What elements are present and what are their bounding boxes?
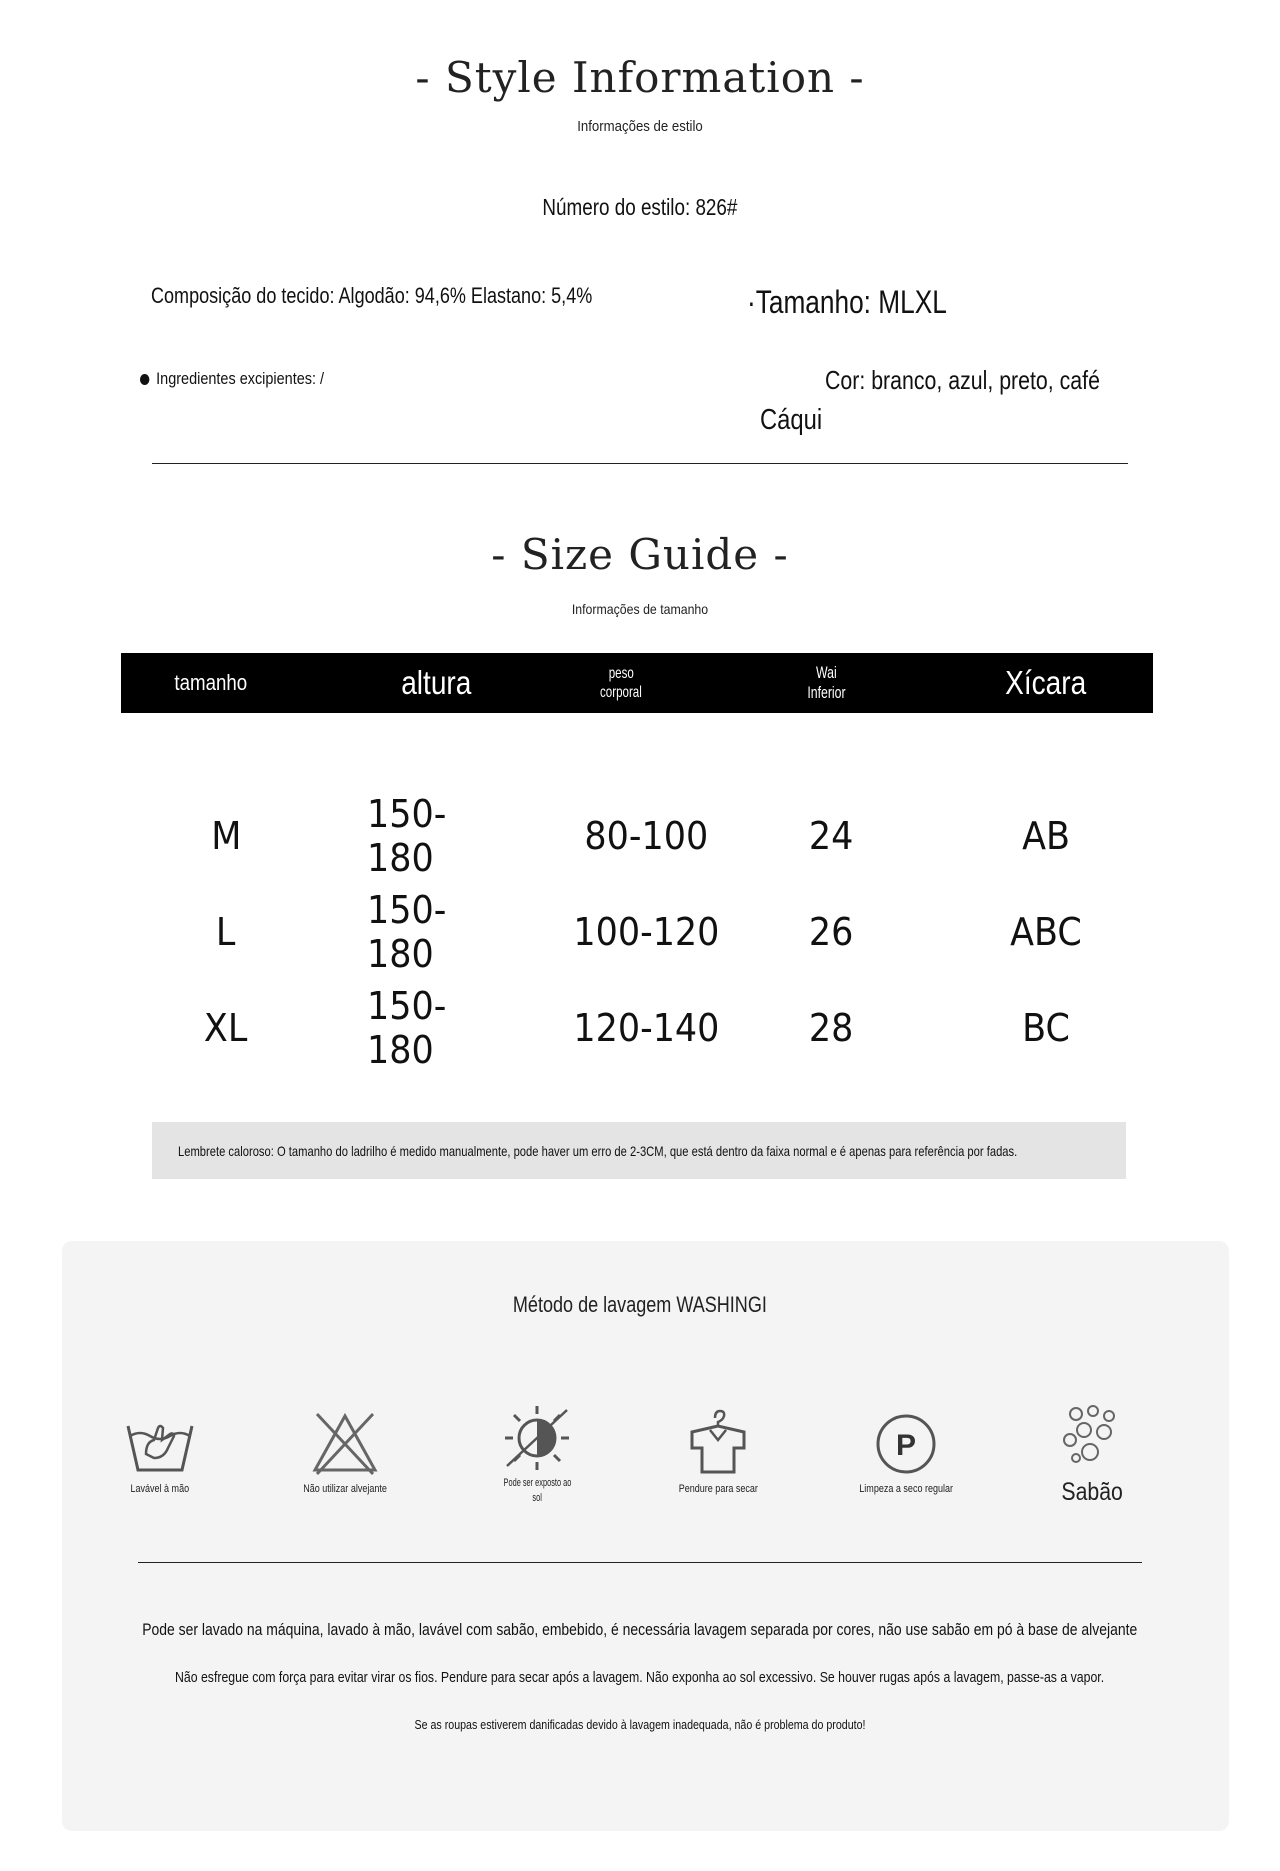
- colors-line-2: Cáqui: [760, 404, 823, 436]
- header-waist: [761, 653, 891, 713]
- care-hand-wash: [75, 1408, 245, 1497]
- fabric-composition: Composição do tecido: Algodão: 94,6% Elastano: 5,4%: [151, 283, 593, 308]
- available-sizes: ·Tamanho: MLXL: [747, 284, 947, 320]
- divider: [152, 463, 1128, 464]
- colors-line-1: Cor: branco, azul, preto, café: [825, 365, 1100, 395]
- header-waist-line2: Inferior: [806, 683, 846, 702]
- cell-waist: 26: [808, 910, 854, 954]
- header-weight: [551, 653, 691, 713]
- washing-title: Método de lavagem WASHINGI: [512, 1292, 767, 1317]
- header-cup: Xícara: [1005, 664, 1087, 702]
- care-sun-dry-label: Pode ser exposto ao sol: [503, 1477, 571, 1505]
- care-hang-dry-label: Pendure para secar: [678, 1483, 758, 1495]
- washing-divider: [138, 1562, 1142, 1563]
- washing-instructions-1: Pode ser lavado na máquina, lavado à mão, lavável com sabão, embebido, é necessária lavagem separada por cores, não use sabão em pó à base de alvejante: [142, 1620, 1138, 1639]
- hang-dry-icon: [678, 1408, 758, 1478]
- care-hand-wash-label: Lavável à mão: [130, 1483, 190, 1495]
- care-hang-dry: [633, 1408, 803, 1497]
- cell-size: L: [216, 910, 236, 954]
- svg-text:P: P: [895, 1429, 917, 1462]
- care-soap-label: Sabão: [1061, 1478, 1123, 1506]
- care-soap: [1007, 1402, 1177, 1507]
- size-guide-subtitle: Informações de tamanho: [571, 601, 709, 617]
- care-dry-clean-label: Limpeza a seco regular: [859, 1483, 953, 1495]
- cell-height: 150-180: [367, 888, 447, 976]
- size-reminder: [152, 1122, 1126, 1179]
- washing-disclaimer: Se as roupas estiverem danificadas devido à lavagem inadequada, não é problema do produto!: [414, 1717, 866, 1732]
- size-table-header: [121, 653, 1153, 713]
- cell-height: 150-180: [367, 984, 447, 1072]
- care-no-bleach: [260, 1408, 430, 1497]
- bullet-icon: [140, 374, 149, 385]
- style-number: [0, 194, 1280, 221]
- cell-height: 150-180: [367, 792, 447, 880]
- excipients: [140, 369, 324, 389]
- style-number-text: Número do estilo: 826#: [542, 194, 738, 220]
- style-info-subtitle: Informações de estilo: [577, 118, 703, 135]
- no-bleach-icon: [305, 1408, 385, 1478]
- sun-dry-icon: [497, 1402, 577, 1472]
- cell-weight: 80-100: [584, 814, 708, 858]
- header-weight-line2: corporal: [600, 684, 642, 701]
- table-row: [121, 888, 1153, 976]
- style-info-title: - Style Information -: [415, 53, 865, 102]
- header-height: altura: [400, 664, 472, 702]
- washing-instructions-2: Não esfregue com força para evitar virar os fios. Pendure para secar após a lavagem. Não exponha ao sol excessivo. Se houver rugas após a lavagem, passe-as a vapor.: [175, 1669, 1105, 1686]
- table-row: [121, 984, 1153, 1072]
- cell-size: M: [210, 814, 242, 858]
- cell-weight: 120-140: [572, 1006, 720, 1050]
- cell-size: XL: [204, 1006, 248, 1050]
- header-weight-line1: peso: [608, 664, 634, 682]
- cell-waist: 28: [808, 1006, 854, 1050]
- table-row: [121, 792, 1153, 880]
- hand-wash-icon: [120, 1408, 200, 1478]
- cell-cup: BC: [1022, 1006, 1070, 1050]
- soap-bubbles-icon: [1052, 1402, 1132, 1472]
- excipients-text: Ingredientes excipientes: /: [156, 369, 325, 388]
- care-no-bleach-label: Não utilizar alvejante: [303, 1483, 387, 1495]
- header-waist-line1: Wai: [815, 662, 837, 682]
- dry-clean-icon: [866, 1408, 946, 1478]
- cell-cup: AB: [1022, 814, 1070, 858]
- cell-cup: ABC: [1010, 910, 1082, 954]
- size-guide-title: - Size Guide -: [491, 530, 789, 579]
- header-size: tamanho: [174, 669, 248, 695]
- care-dry-clean: [821, 1408, 991, 1497]
- washing-panel: [62, 1241, 1229, 1831]
- care-sun-dry: [452, 1402, 622, 1507]
- cell-weight: 100-120: [572, 910, 720, 954]
- size-reminder-text: Lembrete caloroso: O tamanho do ladrilho é medido manualmente, pode haver um erro de 2-3CM, que está dentro da faixa normal e é apenas para referência por fadas.: [178, 1142, 1018, 1159]
- cell-waist: 24: [808, 814, 854, 858]
